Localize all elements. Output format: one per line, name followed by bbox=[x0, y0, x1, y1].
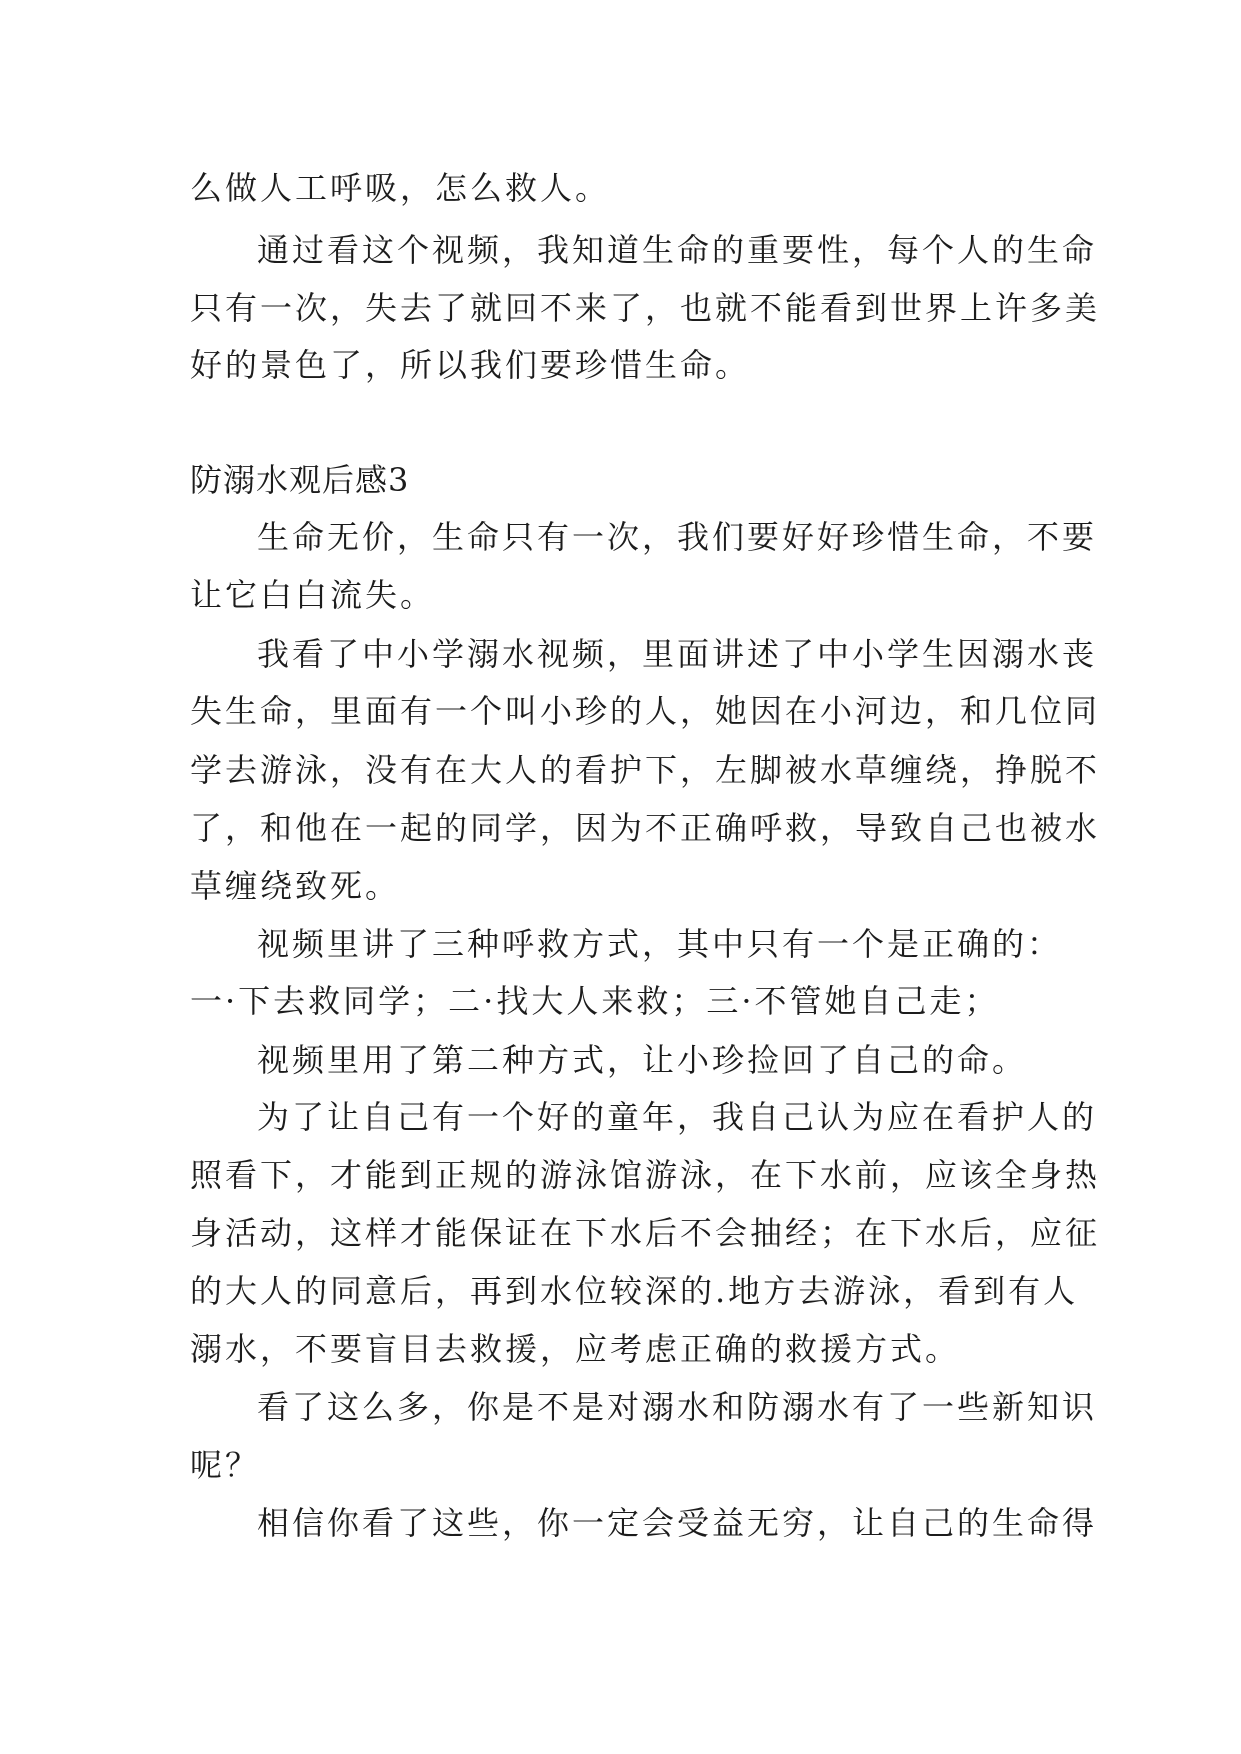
text-line: 只有一次，失去了就回不来了，也就不能看到世界上许多美 bbox=[190, 289, 1101, 327]
text-line: 一·下去救同学；二·找大人来救；三·不管她自己走； bbox=[190, 982, 1000, 1020]
text-line: 让它白白流失。 bbox=[190, 576, 436, 614]
paragraph-line: 生命无价，生命只有一次，我们要好好珍惜生命，不要 bbox=[257, 518, 1098, 556]
paragraph-line: 为了让自己有一个好的童年，我自己认为应在看护人的 bbox=[257, 1098, 1098, 1136]
text-line: 身活动，这样才能保证在下水后不会抽经；在下水后，应征 bbox=[190, 1214, 1101, 1252]
text-line: 失生命，里面有一个叫小珍的人，她因在小河边，和几位同 bbox=[190, 692, 1101, 730]
paragraph-line: 看了这么多，你是不是对溺水和防溺水有了一些新知识 bbox=[257, 1388, 1098, 1426]
paragraph-line: 视频里讲了三种呼救方式，其中只有一个是正确的： bbox=[257, 925, 1063, 963]
text-line: 学去游泳，没有在大人的看护下，左脚被水草缠绕，挣脱不 bbox=[190, 751, 1101, 789]
text-line: 好的景色了，所以我们要珍惜生命。 bbox=[190, 346, 751, 384]
paragraph-line: 我看了中小学溺水视频，里面讲述了中小学生因溺水丧 bbox=[257, 635, 1098, 673]
paragraph-line: 视频里用了第二种方式，让小珍捡回了自己的命。 bbox=[257, 1041, 1028, 1079]
section-heading: 防溺水观后感3 bbox=[190, 461, 410, 499]
text-line: 呢？ bbox=[190, 1446, 261, 1484]
text-line: 了，和他在一起的同学，因为不正确呼救，导致自己也被水 bbox=[190, 809, 1101, 847]
text-line: 草缠绕致死。 bbox=[190, 867, 401, 905]
text-line: 的大人的同意后，再到水位较深的.地方去游泳，看到有人 bbox=[190, 1272, 1079, 1310]
text-line: 溺水，不要盲目去救援，应考虑正确的救援方式。 bbox=[190, 1330, 961, 1368]
paragraph-line: 相信你看了这些，你一定会受益无穷，让自己的生命得 bbox=[257, 1504, 1098, 1542]
paragraph-line: 通过看这个视频，我知道生命的重要性，每个人的生命 bbox=[257, 231, 1098, 269]
text-line: 照看下，才能到正规的游泳馆游泳，在下水前，应该全身热 bbox=[190, 1156, 1101, 1194]
text-line: 么做人工呼吸，怎么救人。 bbox=[190, 169, 611, 207]
